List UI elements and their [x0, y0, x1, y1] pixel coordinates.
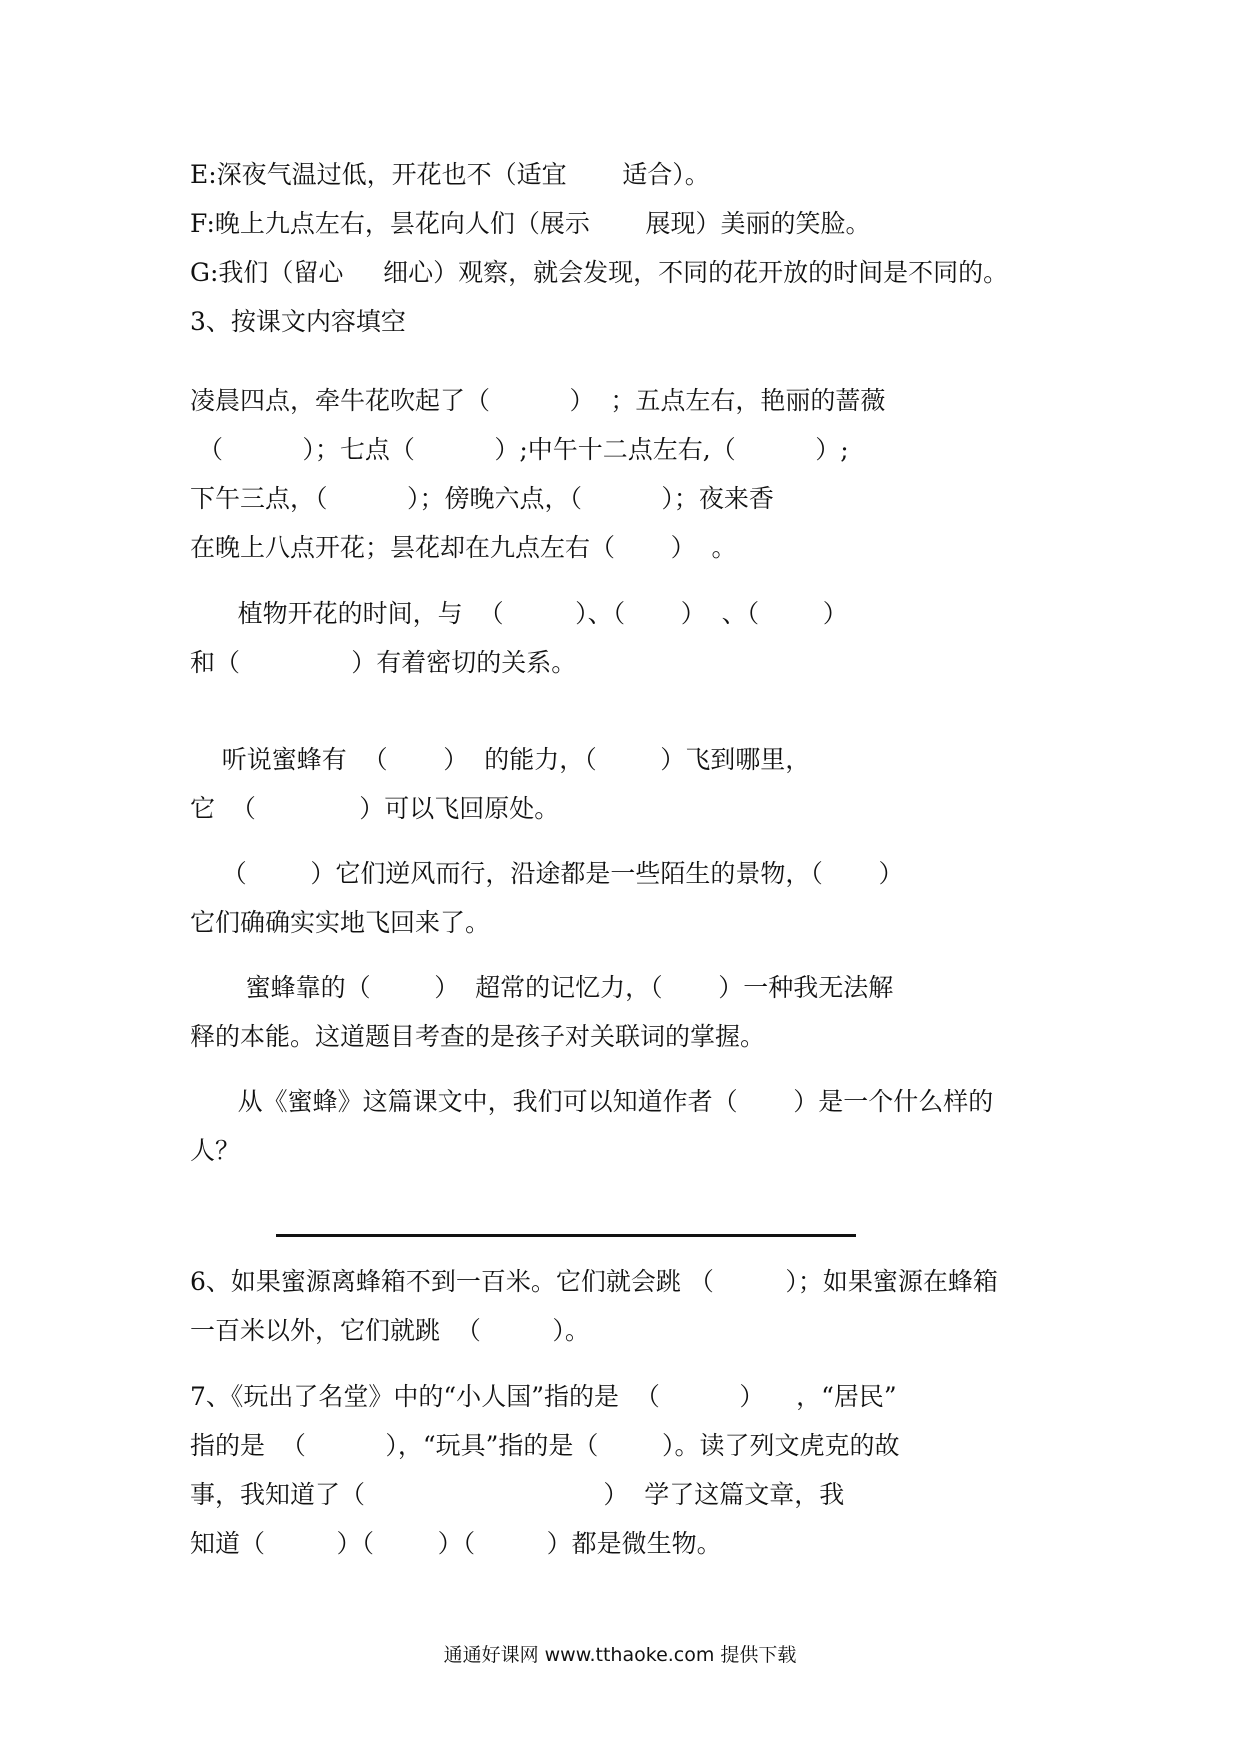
answer-underline: [276, 1234, 856, 1237]
fill-line: 释的本能。这道题目考查的是孩子对关联词的掌握。: [190, 1022, 766, 1051]
fill-line: 它们确确实实地飞回来了。: [190, 908, 491, 937]
fill-line: 和（ ）有着密切的关系。: [190, 648, 577, 677]
question-7-line: 知道（ ）（ ）（ ）都是微生物。: [190, 1529, 722, 1558]
fill-line: 下午三点，（ ）；傍晚六点，（ ）；夜来香: [190, 484, 774, 513]
question-2f: F:晚上九点左右，昙花向人们（展示 展现）美丽的笑脸。: [190, 209, 871, 238]
fill-line: （ ）它们逆风而行，沿途都是一些陌生的景物，（ ）: [190, 859, 904, 888]
fill-line: 它 （ ）可以飞回原处。: [190, 794, 560, 823]
footer-credit: 通通好课网 www.tthaoke.com 提供下载: [443, 1644, 797, 1666]
question-7-line: 指的是 （ ），“玩具”指的是（ ）。读了列文虎克的故: [190, 1431, 900, 1460]
fill-line: 从《蜜蜂》这篇课文中，我们可以知道作者（ ）是一个什么样的: [190, 1087, 994, 1116]
question-6-line: 6、如果蜜源离蜂箱不到一百米。它们就会跳 （ ）；如果蜜源在蜂箱: [190, 1267, 998, 1296]
fill-line: （ ）；七点（ ）;中午十二点左右,（ ）;: [190, 435, 849, 464]
fill-line: 凌晨四点，牵牛花吹起了（ ） ；五点左右，艳丽的蔷薇: [190, 386, 886, 415]
fill-line: 蜜蜂靠的（ ） 超常的记忆力，（ ）一种我无法解: [190, 973, 894, 1002]
question-6-line: 一百米以外，它们就跳 （ ）。: [190, 1316, 590, 1345]
question-2e: E:深夜气温过低，开花也不（适宜 适合）。: [190, 160, 710, 189]
question-7-line: 7、《玩出了名堂》中的“小人国”指的是 （ ） ，“居民”: [190, 1382, 897, 1411]
section-3-heading: 3、按课文内容填空: [190, 307, 406, 336]
fill-line: 听说蜜蜂有 （ ） 的能力，（ ）飞到哪里，: [190, 745, 811, 774]
fill-line: 在晚上八点开花；昙花却在九点左右（ ） 。: [190, 533, 737, 562]
question-2g: G:我们（留心 细心）观察，就会发现，不同的花开放的时间是不同的。: [190, 258, 1009, 287]
fill-line: 人？: [190, 1136, 241, 1165]
fill-line: 植物开花的时间，与 （ ）、（ ） 、（ ）: [190, 599, 848, 628]
question-7-line: 事，我知道了（ ） 学了这篇文章，我: [190, 1480, 845, 1509]
